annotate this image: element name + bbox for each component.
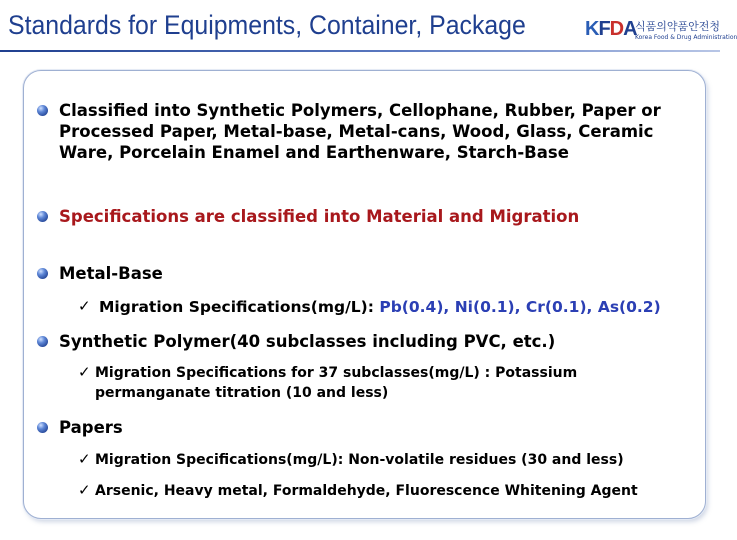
content-panel bbox=[23, 70, 706, 519]
check-icon: ✓ bbox=[78, 297, 91, 315]
papers-substances: Arsenic, Heavy metal, Formaldehyde, Fluorescence Whitening Agent bbox=[95, 483, 638, 499]
bullet-specifications: Specifications are classified into Material and Migration bbox=[59, 207, 580, 226]
metal-migration-spec bbox=[99, 297, 661, 317]
title-underline bbox=[0, 50, 720, 52]
kfda-logo-mark: KFDA bbox=[585, 18, 637, 40]
bullet-classified: Classified into Synthetic Polymers, Cellophane, Rubber, Paper or Processed Paper, Metal-base, Metal-cans, Wood, Glass, Ceramic Ware, Porcelain Enamel and Earthenware, Starch-Base bbox=[59, 101, 661, 162]
bullet-metal-base: Metal-Base bbox=[59, 264, 163, 283]
kfda-logo-korean: 식품의약품안전청 bbox=[635, 20, 721, 33]
check-icon: ✓ bbox=[78, 450, 91, 468]
check-icon: ✓ bbox=[78, 481, 91, 499]
polymer-migration-spec: Migration Specifications for 37 subclasses(mg/L) : Potassium permanganate titration (10 and less) bbox=[95, 365, 578, 401]
bullet-icon bbox=[37, 211, 48, 222]
bullet-icon bbox=[37, 336, 48, 347]
kfda-logo-english: Korea Food & Drug Administration bbox=[635, 34, 737, 41]
bullet-papers: Papers bbox=[59, 418, 123, 437]
check-icon: ✓ bbox=[78, 363, 91, 381]
slide-title: Standards for Equipments, Container, Package bbox=[8, 10, 526, 40]
kfda-logo bbox=[585, 16, 737, 48]
bullet-icon bbox=[37, 422, 48, 433]
papers-migration-spec: Migration Specifications(mg/L): Non-volatile residues (30 and less) bbox=[95, 452, 624, 468]
bullet-icon bbox=[37, 105, 48, 116]
metal-migration-values: Pb(0.4), Ni(0.1), Cr(0.1), As(0.2) bbox=[379, 298, 661, 316]
metal-migration-label: Migration Specifications(mg/L): bbox=[99, 298, 380, 316]
bullet-synthetic-polymer: Synthetic Polymer(40 subclasses including PVC, etc.) bbox=[59, 332, 556, 351]
bullet-icon bbox=[37, 268, 48, 279]
